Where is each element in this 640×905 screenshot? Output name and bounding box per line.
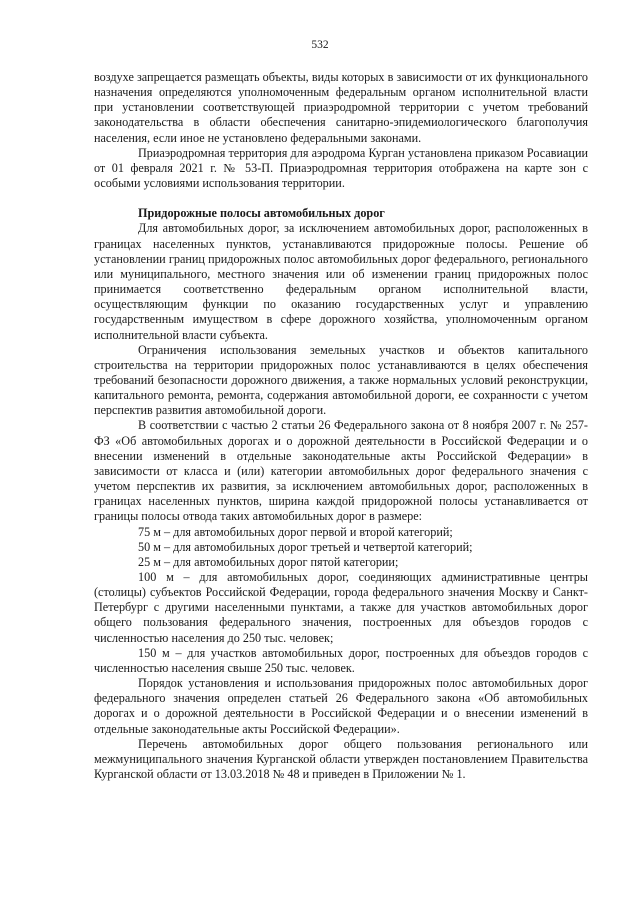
page-number: 532	[311, 39, 329, 51]
paragraph-federal-law: В соответствии с частью 2 статьи 26 Федерального закона от 8 ноября 2007 г. № 257-ФЗ «Об автомобильных дорогах и о дорожной деятельности в Российской Федерации и о внесении изменений в отдельные законодательные акты Российской Федерации» в зависимости от класса и (или) категории автомобильных дорог федерального значения с учетом перспектив их развития, за исключением автомобильных дорог, расположенных в границах населенных пунктов, ширина каждой придорожной полосы устанавливается от границы полосы отвода таких автомобильных дорог в размере:	[94, 418, 588, 524]
paragraph-continuation: воздухе запрещается размещать объекты, виды которых в зависимости от их функционального назначения определяются уполномоченным федеральным органом исполнительной власти при установлении соответствующей приаэродромной территории с учетом требований законодательства в области обеспечения санитарно-эпидемиологического благополучия населения, если иное не установлено федеральными законами.	[94, 70, 588, 145]
list-item-50m: 50 м – для автомобильных дорог третьей и четвертой категорий;	[138, 539, 473, 554]
paragraph-airfield-territory: Приаэродромная территория для аэродрома Курган установлена приказом Росавиации от 01 февраля 2021 г. № 53-П. Приаэродромная территория отображена на карте зон с особыми условиями использования территории.	[94, 145, 588, 191]
list-item-25m: 25 м – для автомобильных дорог пятой категории;	[138, 554, 399, 569]
list-item-100m: 100 м – для автомобильных дорог, соединяющих административные центры (столицы) субъектов Российской Федерации, города федерального значения Москву и Санкт-Петербург с другими населенными пунктами, а также для участков автомобильных дорог общего пользования федерального значения, построенных для объездов городов с численностью населения до 250 тыс. человек;	[94, 570, 588, 645]
list-item-150m: 150 м – для участков автомобильных дорог, построенных для объездов городов с численностью населения свыше 250 тыс. человек.	[94, 645, 588, 675]
paragraph-restrictions: Ограничения использования земельных участков и объектов капитального строительства на территории придорожных полос устанавливаются в целях обеспечения требований безопасности дорожного движения, а также нормальных условий реконструкции, капитального ремонта, ремонта, содержания автомобильной дороги, ее сохранности с учетом перспектив развития автомобильной дороги.	[94, 342, 588, 418]
list-item-75m: 75 м – для автомобильных дорог первой и второй категорий;	[138, 524, 453, 539]
paragraph-procedure: Порядок установления и использования придорожных полос автомобильных дорог федерального значения определен статьей 26 Федерального закона «Об автомобильных дорогах и о дорожной деятельности в Российской Федерации и о внесении изменений в отдельные законодательные акты Российской Федерации».	[94, 676, 588, 736]
section-heading: Придорожные полосы автомобильных дорог	[138, 206, 385, 221]
paragraph-road-list: Перечень автомобильных дорог общего пользования регионального или межмуниципального значения Курганской области утвержден постановлением Правительства Курганской области от 13.03.2018 № 48 и приведен в Приложении № 1.	[94, 736, 588, 782]
document-body	[94, 70, 588, 782]
paragraph-roadside-strips: Для автомобильных дорог, за исключением автомобильных дорог, расположенных в границах населенных пунктов, устанавливаются придорожные полосы. Решение об установлении границ придорожных полос автомобильных дорог федерального, регионального или муниципального, местного значения или об изменении границ придорожных полос принимается соответственно федеральным органом исполнительной власти, осуществляющим функции по оказанию государственных услуг и управлению государственным имуществом в сфере дорожного хозяйства, уполномоченным органом исполнительной власти субъекта.	[94, 221, 588, 342]
